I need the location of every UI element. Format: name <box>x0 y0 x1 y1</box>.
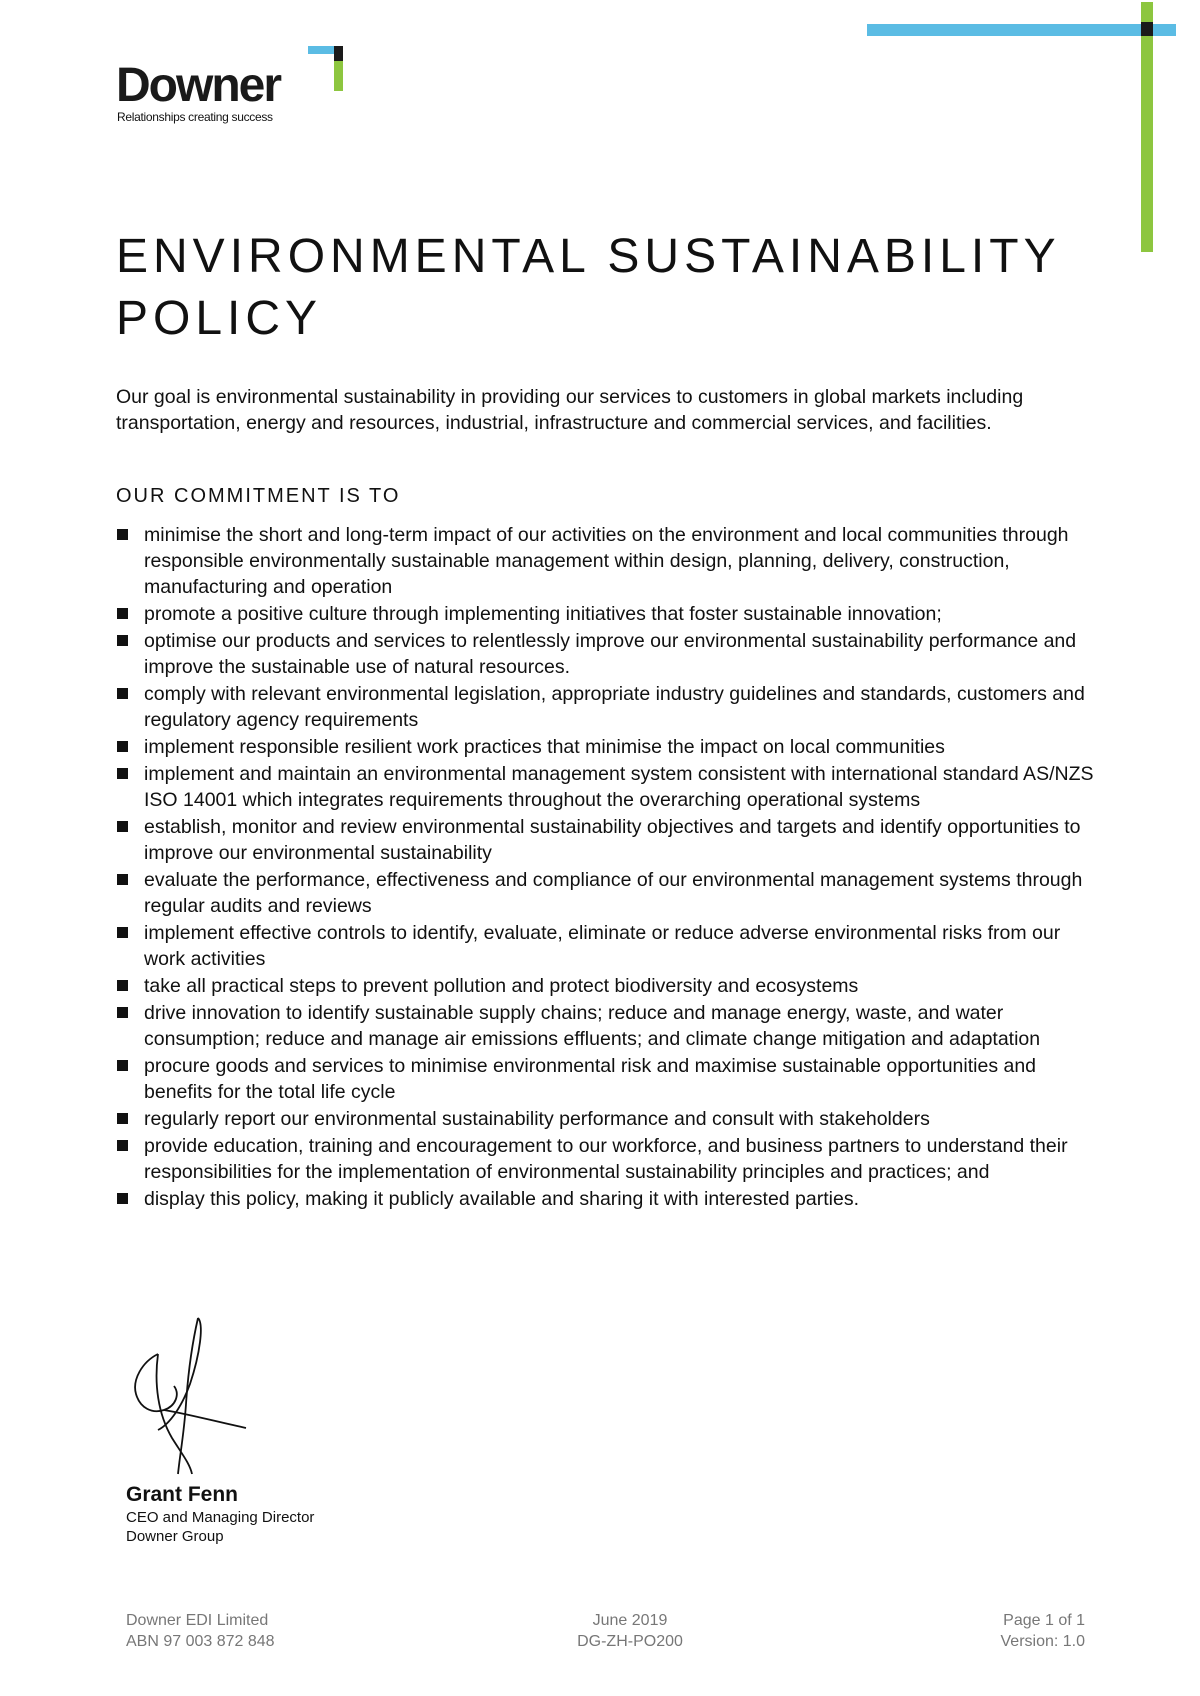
square-bullet-icon <box>117 1060 128 1071</box>
intro-paragraph: Our goal is environmental sustainability in providing our services to customers in global markets including transportation, energy and resources, industrial, infrastructure and commercial services, and facilities. <box>116 386 1024 434</box>
signature-image <box>128 1314 258 1478</box>
list-item <box>116 734 1106 760</box>
list-item <box>116 920 1106 972</box>
logo-mark-icon <box>308 46 348 91</box>
square-bullet-icon <box>117 927 128 938</box>
signatory-role: CEO and Managing Director <box>126 1509 315 1526</box>
commitment-heading: OUR COMMITMENT IS TO <box>116 485 401 507</box>
list-item <box>116 973 1106 999</box>
decorative-green-bar <box>1141 2 1153 252</box>
list-item-text: display this policy, making it publicly available and sharing it with interested parties. <box>144 1188 859 1210</box>
square-bullet-icon <box>117 1140 128 1151</box>
square-bullet-icon <box>117 688 128 699</box>
list-item <box>116 814 1106 866</box>
list-item-text: regularly report our environmental sustainability performance and consult with stakeholders <box>144 1108 930 1130</box>
footer-company: Downer EDI Limited <box>126 1612 269 1629</box>
footer-abn: ABN 97 003 872 848 <box>126 1633 275 1650</box>
list-item-text: take all practical steps to prevent pollution and protect biodiversity and ecosystems <box>144 975 859 997</box>
page-title: ENVIRONMENTAL SUSTAINABILITY POLICY <box>116 230 1060 345</box>
list-item <box>116 601 1106 627</box>
square-bullet-icon <box>117 635 128 646</box>
commitment-list <box>116 522 1106 1213</box>
list-item-text: implement and maintain an environmental management system consistent with international standard AS/NZS ISO 14001 which integrates requirements throughout the overarching operational systems <box>144 763 1094 811</box>
footer-page-block <box>920 1610 1085 1652</box>
list-item-text: implement responsible resilient work practices that minimise the impact on local communities <box>144 736 945 758</box>
footer-company-block <box>126 1610 275 1652</box>
list-item <box>116 1053 1106 1105</box>
logo-wordmark: Downer <box>116 59 281 112</box>
list-item <box>116 1000 1106 1052</box>
list-item-text: drive innovation to identify sustainable supply chains; reduce and manage energy, waste, and water consumption; reduce and manage air emissions effluents; and climate change mitigation and adaptation <box>144 1002 1041 1050</box>
list-item <box>116 867 1106 919</box>
list-item <box>116 761 1106 813</box>
list-item <box>116 628 1106 680</box>
square-bullet-icon <box>117 768 128 779</box>
footer-page-number: Page 1 of 1 <box>1003 1612 1085 1629</box>
signatory-organisation: Downer Group <box>126 1528 224 1545</box>
list-item <box>116 1186 1106 1212</box>
list-item-text: optimise our products and services to relentlessly improve our environmental sustainability performance and improve the sustainable use of natural resources. <box>144 630 1077 678</box>
footer-doc-id: DG-ZH-PO200 <box>577 1633 683 1650</box>
square-bullet-icon <box>117 1193 128 1204</box>
list-item-text: evaluate the performance, effectiveness and compliance of our environmental management systems through regular audits and reviews <box>144 869 1083 917</box>
list-item-text: minimise the short and long-term impact of our activities on the environment and local communities through responsible environmentally sustainable management within design, planning, delivery, construction, manufacturing and operation <box>144 524 1069 598</box>
list-item-text: comply with relevant environmental legislation, appropriate industry guidelines and standards, customers and regulatory agency requirements <box>144 683 1085 731</box>
square-bullet-icon <box>117 608 128 619</box>
square-bullet-icon <box>117 1007 128 1018</box>
square-bullet-icon <box>117 821 128 832</box>
list-item-text: provide education, training and encouragement to our workforce, and business partners to understand their responsibilities for the implementation of environmental sustainability principles and practices; and <box>144 1135 1068 1183</box>
list-item <box>116 681 1106 733</box>
signatory-name: Grant Fenn <box>126 1483 239 1506</box>
list-item-text: promote a positive culture through implementing initiatives that foster sustainable innovation; <box>144 603 942 625</box>
square-bullet-icon <box>117 980 128 991</box>
footer-date: June 2019 <box>592 1612 668 1629</box>
decorative-blue-bar <box>867 24 1176 36</box>
list-item-text: establish, monitor and review environmental sustainability objectives and targets and identify opportunities to improve our environmental sustainability <box>144 816 1081 864</box>
logo-tagline: Relationships creating success <box>117 110 273 124</box>
list-item-text: procure goods and services to minimise environmental risk and maximise sustainable opportunities and benefits for the total life cycle <box>144 1055 1037 1103</box>
list-item-text: implement effective controls to identify, evaluate, eliminate or reduce adverse environmental risks from our work activities <box>144 922 1061 970</box>
footer-version: Version: 1.0 <box>1000 1633 1085 1650</box>
square-bullet-icon <box>117 529 128 540</box>
square-bullet-icon <box>117 741 128 752</box>
decorative-dark-square <box>1141 22 1153 36</box>
downer-logo <box>116 46 336 126</box>
square-bullet-icon <box>117 1113 128 1124</box>
list-item <box>116 1133 1106 1185</box>
square-bullet-icon <box>117 874 128 885</box>
footer-document-block <box>560 1610 700 1652</box>
list-item <box>116 522 1106 600</box>
list-item <box>116 1106 1106 1132</box>
